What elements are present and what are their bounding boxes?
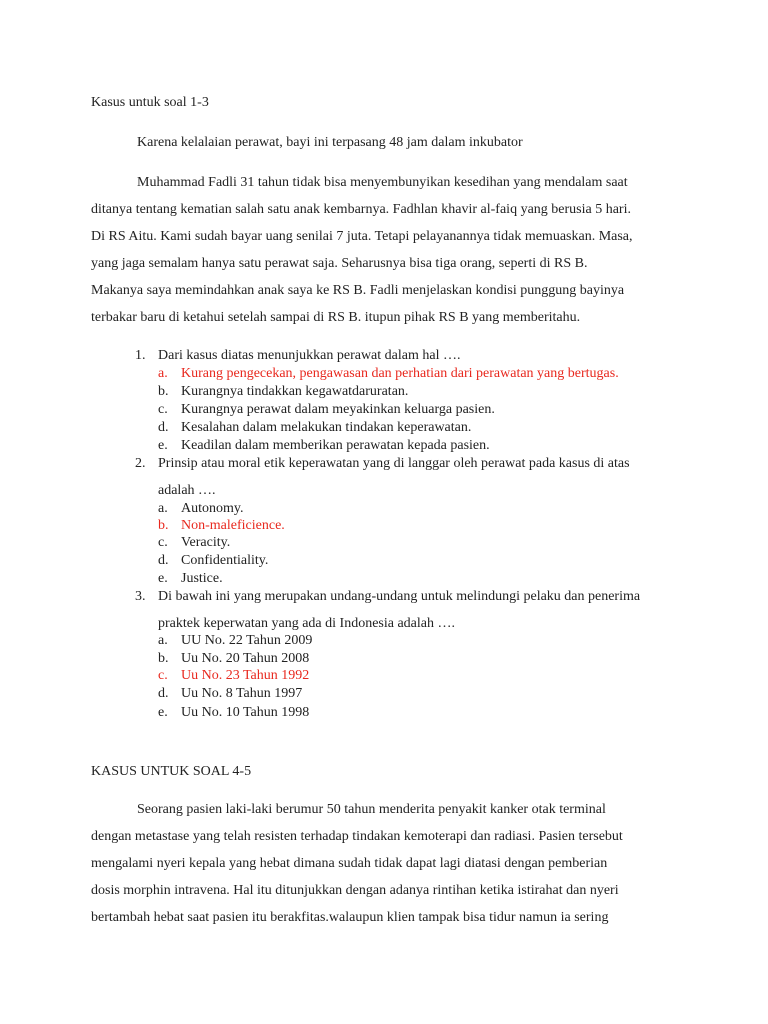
option-letter: c. (158, 402, 168, 417)
section1-paragraph-line: terbakar baru di ketahui setelah sampai di RS B. itupun pihak RS B yang memberitahu. (91, 310, 581, 325)
section1-paragraph-line: Makanya saya memindahkan anak saya ke RS B. Fadli menjelaskan kondisi punggung bayinya (91, 283, 625, 298)
option-letter: e. (158, 571, 168, 586)
section1-paragraph-line: Muhammad Fadli 31 tahun tidak bisa menyembunyikan kesedihan yang mendalam saat (137, 175, 628, 190)
option-text: Keadilan dalam memberikan perawatan kepada pasien. (181, 438, 490, 453)
question-text: adalah …. (158, 483, 216, 498)
option-text: Autonomy. (181, 501, 244, 516)
option-text: Confidentiality. (181, 553, 269, 568)
option-letter: b. (158, 384, 169, 399)
question-number: 1. (135, 348, 146, 363)
option-text: Uu No. 20 Tahun 2008 (181, 651, 310, 666)
section2-heading: KASUS UNTUK SOAL 4-5 (91, 764, 252, 779)
section2-paragraph-line: dosis morphin intravena. Hal itu ditunjukkan dengan adanya rintihan ketika istirahat dan nyeri (91, 883, 619, 898)
question-text: Prinsip atau moral etik keperawatan yang di langgar oleh perawat pada kasus di atas (158, 456, 630, 471)
option-text-correct: Kurang pengecekan, pengawasan dan perhatian dari perawatan yang bertugas. (181, 366, 619, 381)
section2-paragraph-line: bertambah hebat saat pasien itu berakfitas.walaupun klien tampak bisa tidur namun ia sering (91, 910, 609, 925)
option-letter: c. (158, 668, 168, 683)
option-letter: a. (158, 501, 168, 516)
option-letter: e. (158, 438, 168, 453)
option-letter: d. (158, 553, 169, 568)
option-text: Kurangnya tindakkan kegawatdaruratan. (181, 384, 409, 399)
option-letter: a. (158, 633, 168, 648)
question-text: praktek keperwatan yang ada di Indonesia adalah …. (158, 616, 455, 631)
question-text: Di bawah ini yang merupakan undang-undang untuk melindungi pelaku dan penerima (158, 589, 641, 604)
section2-paragraph-line: mengalami nyeri kepala yang hebat dimana sudah tidak dapat lagi diatasi dengan pemberian (91, 856, 608, 871)
section1-paragraph-line: ditanya tentang kematian salah satu anak kembarnya. Fadhlan khavir al-faiq yang berusia 5 hari. (91, 202, 631, 217)
option-text: Justice. (181, 571, 223, 586)
option-letter: c. (158, 535, 168, 550)
question-text: Dari kasus diatas menunjukkan perawat dalam hal …. (158, 348, 461, 363)
section2-paragraph-line: dengan metastase yang telah resisten terhadap tindakan kemoterapi dan radiasi. Pasien tersebut (91, 829, 623, 844)
section1-paragraph-line: yang jaga semalam hanya satu perawat saja. Seharusnya bisa tiga orang, seperti di RS B. (91, 256, 588, 271)
option-text: Veracity. (181, 535, 231, 550)
option-letter: b. (158, 518, 169, 533)
section1-subtitle: Karena kelalaian perawat, bayi ini terpasang 48 jam dalam inkubator (137, 135, 523, 150)
option-text: UU No. 22 Tahun 2009 (181, 633, 313, 648)
option-text: Uu No. 10 Tahun 1998 (181, 705, 310, 720)
option-text: Uu No. 8 Tahun 1997 (181, 686, 303, 701)
option-text: Kurangnya perawat dalam meyakinkan keluarga pasien. (181, 402, 495, 417)
option-text-correct: Uu No. 23 Tahun 1992 (181, 668, 310, 683)
question-number: 2. (135, 456, 146, 471)
option-letter: a. (158, 366, 168, 381)
option-letter: b. (158, 651, 169, 666)
option-letter: e. (158, 705, 168, 720)
section2-paragraph-line: Seorang pasien laki-laki berumur 50 tahun menderita penyakit kanker otak terminal (137, 802, 606, 817)
option-letter: d. (158, 686, 169, 701)
option-text: Kesalahan dalam melakukan tindakan keperawatan. (181, 420, 472, 435)
option-text-correct: Non-maleficience. (181, 518, 285, 533)
section1-heading: Kasus untuk soal 1-3 (91, 95, 209, 110)
question-number: 3. (135, 589, 146, 604)
option-letter: d. (158, 420, 169, 435)
section1-paragraph-line: Di RS Aitu. Kami sudah bayar uang senilai 7 juta. Tetapi pelayanannya tidak memuaskan. Masa, (91, 229, 633, 244)
